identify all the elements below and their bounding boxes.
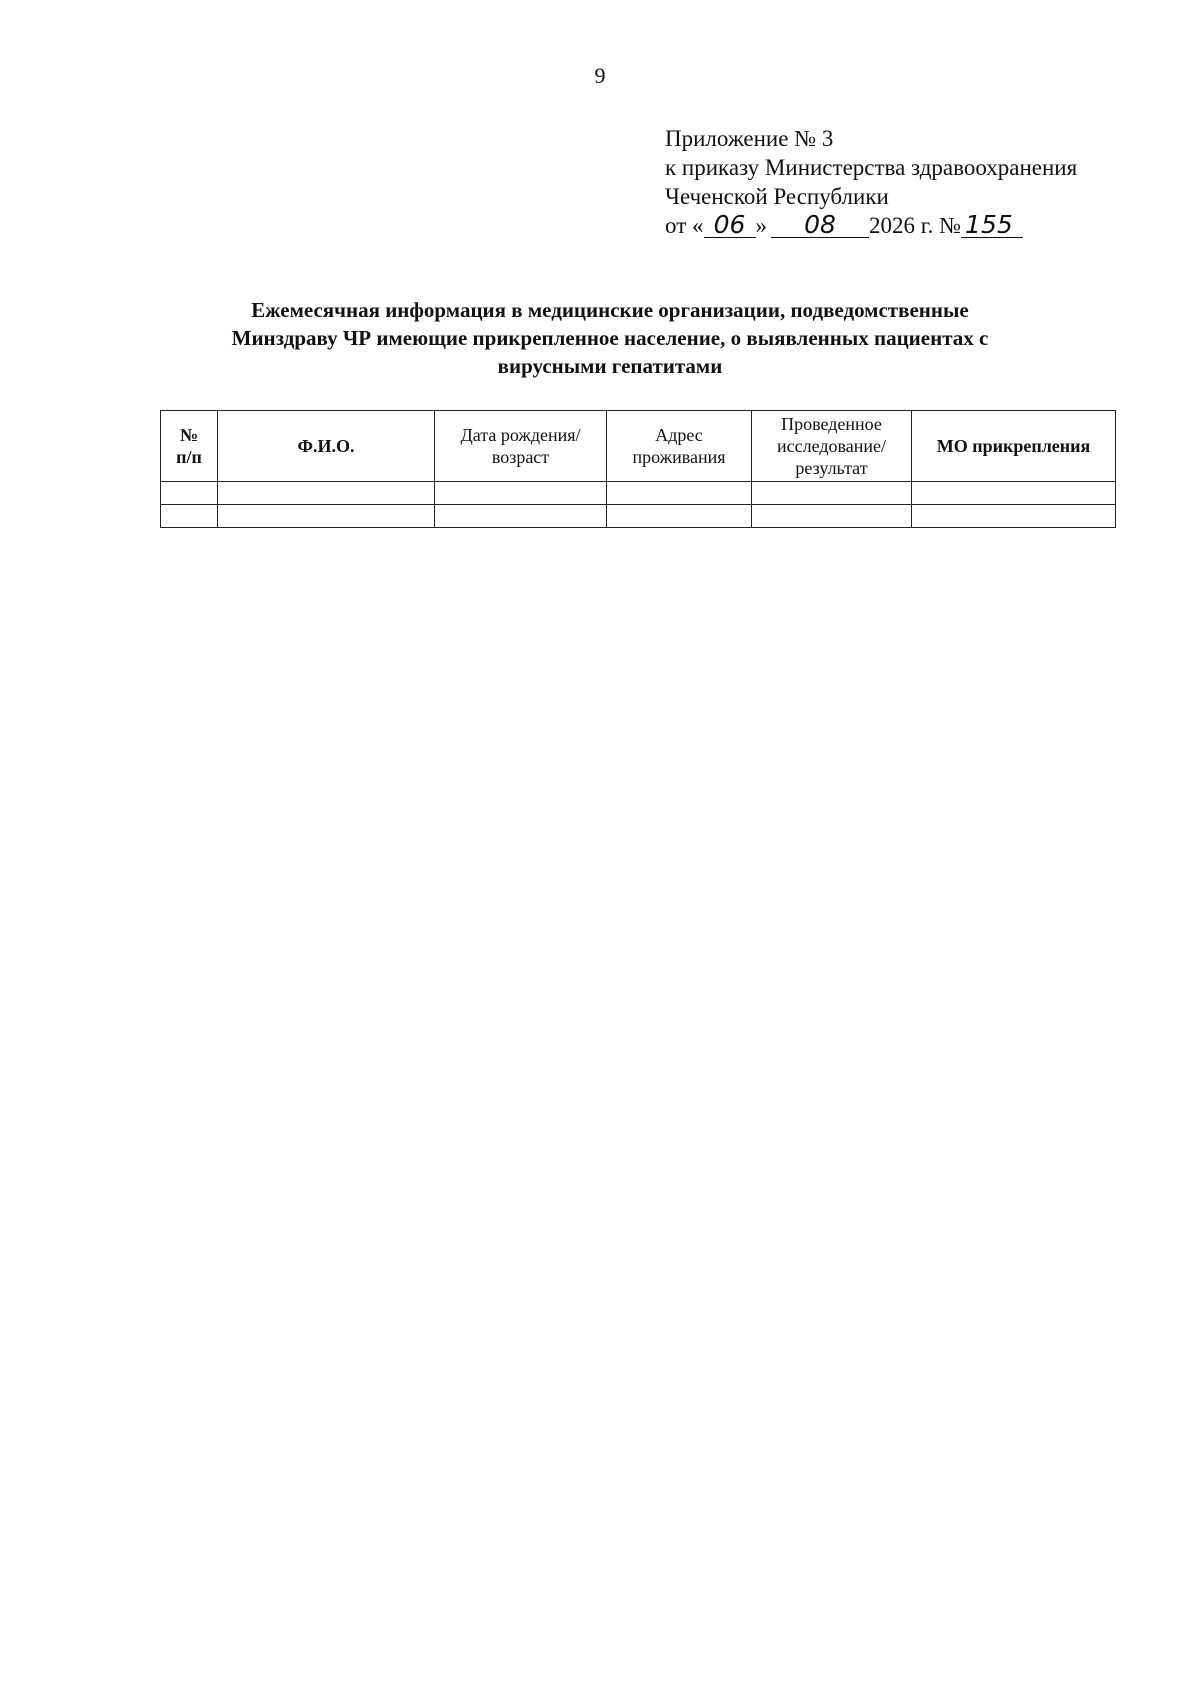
table-cell[interactable] — [161, 505, 218, 528]
report-table — [160, 410, 1116, 528]
table-cell[interactable] — [607, 482, 752, 505]
header-dob-line2: возраст — [491, 447, 550, 467]
appendix-republic: Чеченской Республики — [665, 184, 889, 209]
handwritten-month: 08 — [771, 213, 869, 238]
table-cell[interactable] — [435, 482, 607, 505]
header-study-line3: результат — [795, 458, 868, 478]
appendix-order-ref: к приказу Министерства здравоохранения — [665, 155, 1078, 180]
header-mo: МО прикрепления — [912, 411, 1116, 482]
appendix-block — [665, 124, 1077, 240]
header-address-line2: проживания — [632, 447, 726, 467]
header-fio: Ф.И.О. — [218, 411, 435, 482]
header-dob-line1: Дата рождения/ — [460, 425, 581, 445]
header-address-line1: Адрес — [655, 425, 703, 445]
table-cell[interactable] — [912, 505, 1116, 528]
header-study — [752, 411, 912, 482]
handwritten-order-number: 155 — [961, 213, 1023, 238]
table-cell[interactable] — [752, 482, 912, 505]
table-cell[interactable] — [435, 505, 607, 528]
header-dob — [435, 411, 607, 482]
document-title — [150, 296, 1070, 380]
table-cell[interactable] — [912, 482, 1116, 505]
header-study-line1: Проведенное — [781, 414, 882, 434]
quote-close: » — [755, 213, 767, 238]
header-number — [161, 411, 218, 482]
appendix-title: Приложение № 3 — [665, 126, 834, 151]
table-row — [161, 505, 1116, 528]
title-line-1: Ежемесячная информация в медицинские организации, подведомственные — [251, 298, 969, 322]
title-line-2: Минздраву ЧР имеющие прикрепленное население, о выявленных пациентах с — [231, 326, 989, 350]
table-header-row — [161, 411, 1116, 482]
header-study-line2: исследование/ — [776, 436, 886, 456]
table-cell[interactable] — [607, 505, 752, 528]
table-cell[interactable] — [218, 505, 435, 528]
header-number-line1: № — [179, 425, 199, 445]
year-text: 2026 г. № — [869, 213, 962, 238]
title-line-3: вирусными гепатитами — [497, 354, 723, 378]
table-cell[interactable] — [218, 482, 435, 505]
appendix-date-line — [665, 211, 1077, 240]
table-cell[interactable] — [752, 505, 912, 528]
page-number: 9 — [594, 63, 606, 88]
table-cell[interactable] — [161, 482, 218, 505]
table-row — [161, 482, 1116, 505]
handwritten-day: 06 — [704, 213, 756, 238]
header-address — [607, 411, 752, 482]
date-prefix: от « — [665, 213, 704, 238]
header-number-line2: п/п — [176, 447, 202, 467]
